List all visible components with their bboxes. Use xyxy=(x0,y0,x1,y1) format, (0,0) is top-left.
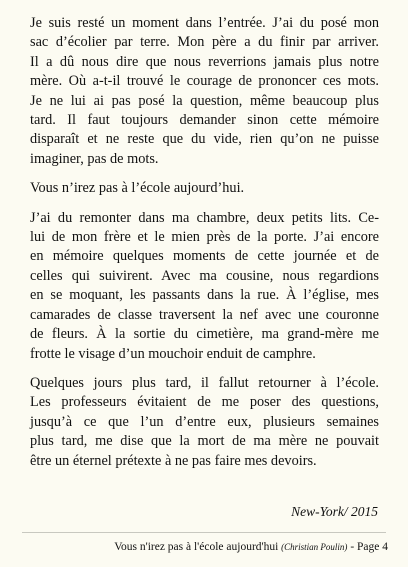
text-line: celles qui suivirent. Avec ma cousine, nous regardions xyxy=(30,267,379,284)
body-text xyxy=(30,14,379,481)
paragraph xyxy=(30,179,379,198)
text-line: J’ai du remonter dans ma chambre, deux petits lits. Ce- xyxy=(30,209,379,226)
text-line: jusqu’à ce que l’un d’entre eux, plusieurs semaines xyxy=(30,413,379,430)
text-line: lui de mon frère et le mien près de la porte. J’ai encore xyxy=(30,229,379,246)
text-line: en mémoire quelques moments de cette journée et de xyxy=(30,248,379,265)
text-line: camarades de classe traversent la nef avec une couronne xyxy=(30,306,379,323)
paragraph xyxy=(30,374,379,471)
footer-author: (Christian Poulin) xyxy=(281,542,348,552)
footer-page-number: - Page 4 xyxy=(350,541,388,553)
text-line: tard. Il faut toujours demander sinon cette mémoire xyxy=(30,112,379,129)
text-line: Quelques jours plus tard, il fallut retourner à l’école. xyxy=(30,374,379,391)
footer-title: Vous n'irez pas à l'école aujourd'hui xyxy=(114,541,279,553)
page-footer xyxy=(114,541,388,553)
text-line: imaginer, pas de mots. xyxy=(30,150,159,167)
paragraph xyxy=(30,209,379,364)
text-line: en se moquant, les passants dans la rue. À l’église, mes xyxy=(30,287,379,304)
signature: New-York/ 2015 xyxy=(291,504,378,519)
footer-divider xyxy=(22,532,386,533)
text-line: Je suis resté un moment dans l’entrée. J’ai du posé mon xyxy=(30,15,379,31)
text-line: plus tard, me dise que la mort de ma mère ne pouvait xyxy=(30,433,379,450)
text-line: frotte le visage d’un mouchoir enduit de camphre. xyxy=(30,345,316,362)
text-line: Je ne lui ai pas posé la question, même beaucoup plus xyxy=(30,92,379,109)
text-line: sac d’écolier par terre. Mon père a du finir par arriver. xyxy=(30,34,379,51)
text-line: mère. Où a-t-il trouvé le courage de prononcer ces mots. xyxy=(30,73,379,90)
paragraph xyxy=(30,14,379,169)
text-line: Vous n’irez pas à l’école aujourd’hui. xyxy=(30,180,245,197)
text-line: Il a dû nous dire que nous reverrions jamais plus notre xyxy=(30,53,379,70)
text-line: disparaît et ne reste que du vide, rien qu’on ne puisse xyxy=(30,131,379,148)
text-line: être un éternel prétexte à ne pas faire mes devoirs. xyxy=(30,452,317,469)
text-line: Les professeurs évitaient de me poser des questions, xyxy=(30,394,379,411)
text-line: de fleurs. À la sortie du cimetière, ma grand-mère me xyxy=(30,326,379,343)
